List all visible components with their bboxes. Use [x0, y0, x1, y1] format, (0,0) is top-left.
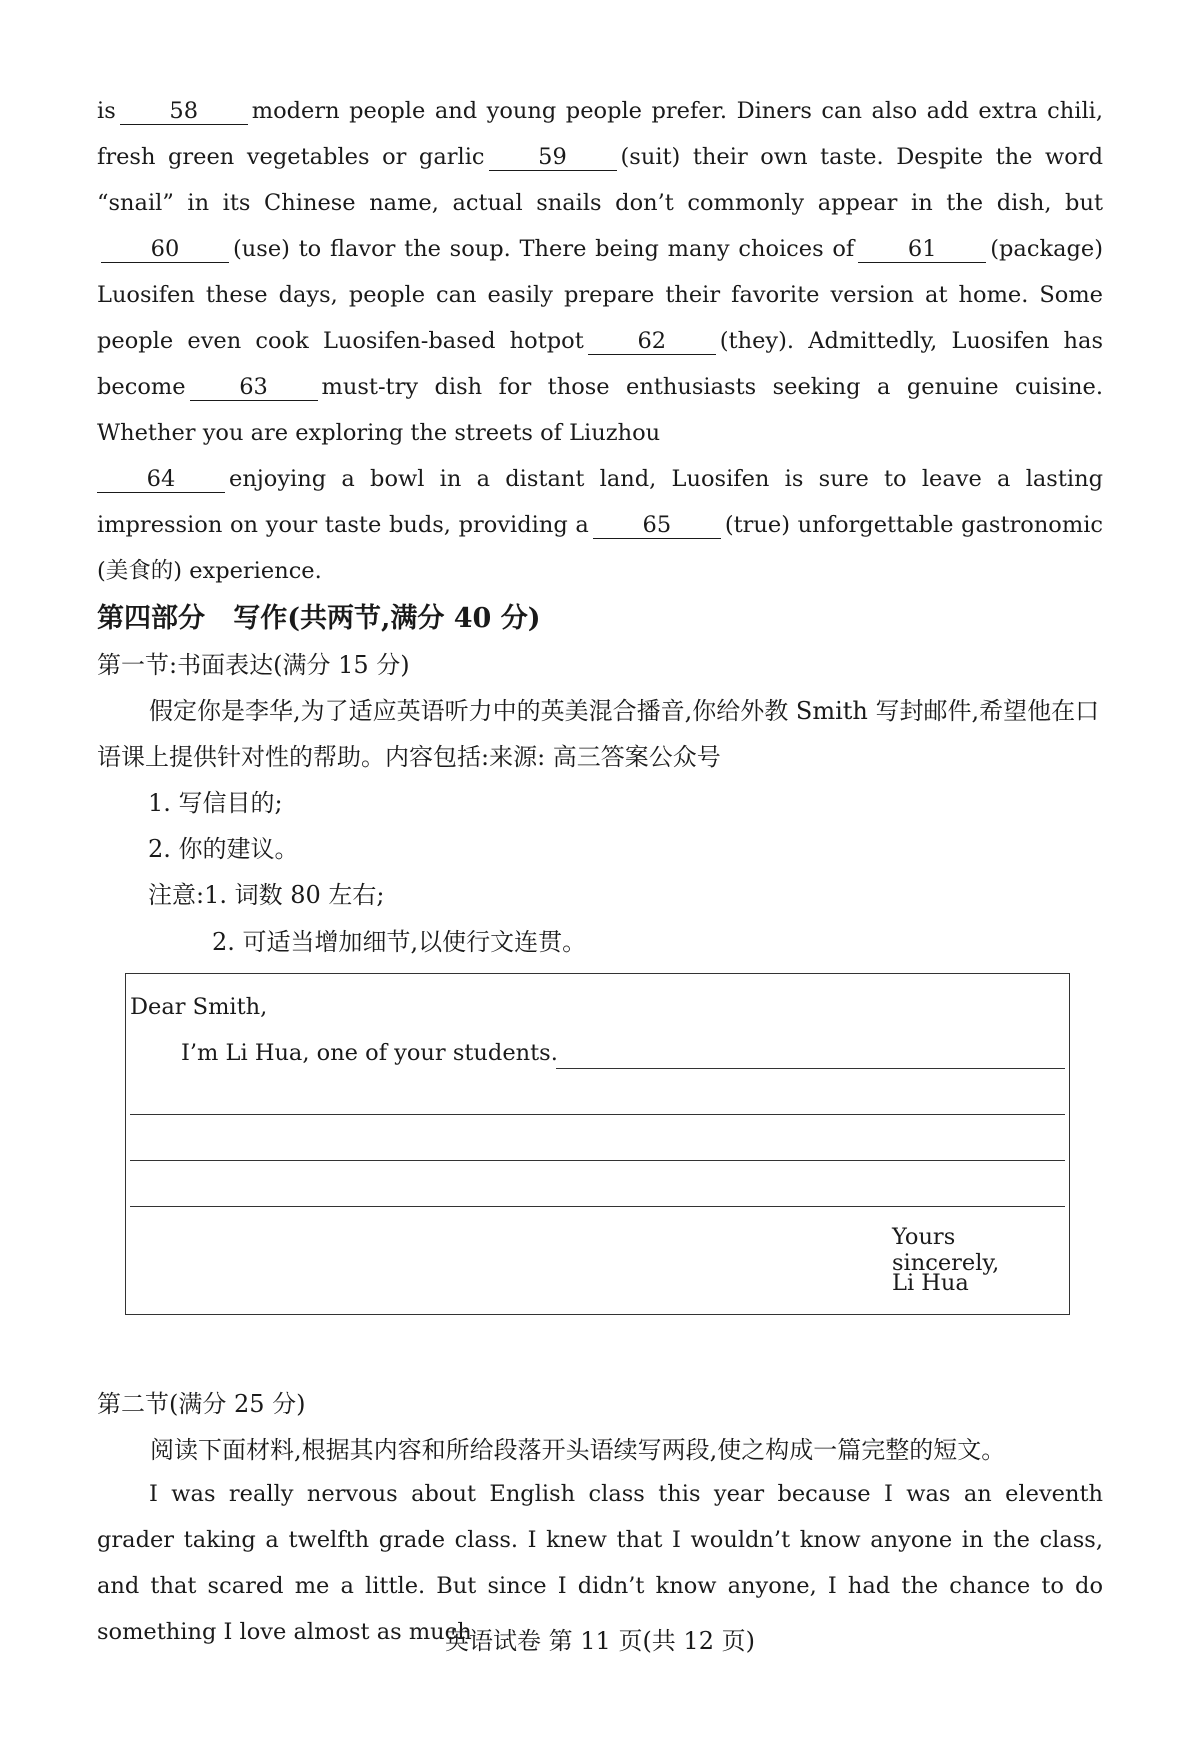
blank-60: 60: [101, 236, 229, 263]
cloze-passage: [97, 88, 1103, 594]
cloze-text: is: [97, 98, 116, 124]
blank-62: 62: [588, 328, 716, 355]
note-2: 2. 可适当增加细节,以使行文连贯。: [212, 928, 587, 956]
cloze-text: (use) to flavor the soup. There being many choices of: [233, 236, 855, 262]
letter-opening: I’m Li Hua, one of your students.: [181, 1040, 558, 1066]
blank-61: 61: [858, 236, 986, 263]
cloze-text: must-try dish for those enthusiasts seeking a genuine cuisine. Whether you are exploring the streets of Liuzhou: [97, 374, 1103, 446]
blank-63: 63: [190, 374, 318, 401]
task-description: 假定你是李华,为了适应英语听力中的英美混合播音,你给外教 Smith 写封邮件,希望他在口语课上提供针对性的帮助。内容包括:来源: 高三答案公众号: [97, 697, 1100, 771]
requirement-2: 2. 你的建议。: [148, 835, 299, 863]
letter-closing: Yours sincerely,: [892, 1224, 1000, 1276]
cloze-text: (package) Luosifen these days, people can easily prepare their favorite version at home. Some people even cook Luosifen-based hotpot: [97, 236, 1103, 354]
answer-line: [130, 1160, 1065, 1161]
letter-greeting: Dear Smith,: [130, 994, 268, 1020]
part2-instruction: 阅读下面材料,根据其内容和所给段落开头语续写两段,使之构成一篇完整的短文。: [150, 1436, 1006, 1464]
cloze-text: (they). Admittedly, Luosifen has become: [97, 328, 1104, 400]
cloze-text: enjoying a bowl in a distant land, Luosifen is sure to leave a lasting impression on your taste buds, providing a: [97, 466, 1103, 538]
answer-line: [556, 1068, 1065, 1069]
blank-64: 64: [97, 466, 225, 493]
blank-65: 65: [593, 512, 721, 539]
part1-title: 第一节:书面表达(满分 15 分): [97, 651, 410, 679]
requirement-1: 1. 写信目的;: [148, 789, 283, 817]
blank-59: 59: [489, 144, 617, 171]
continuation-passage: I was really nervous about English class this year because I was an eleventh grader taking a twelfth grade class. I knew that I wouldn’t know anyone in the class, and that scared me a little. But since I didn’t know anyone, I had the chance to do something I love almost as much: [97, 1481, 1103, 1645]
cloze-text: (suit) their own taste. Despite the word “snail” in its Chinese name, actual snails don’t commonly appear in the dish, but: [97, 144, 1103, 216]
section-title: 第四部分 写作(共两节,满分 40 分): [97, 603, 541, 634]
page-footer: 英语试卷 第 11 页(共 12 页): [445, 1627, 755, 1655]
cloze-text: (true) unforgettable gastronomic (美食的) experience.: [97, 512, 1103, 584]
answer-line: [130, 1206, 1065, 1207]
answer-box: [125, 973, 1070, 1315]
part2-title: 第二节(满分 25 分): [97, 1390, 306, 1418]
note-1: 注意:1. 词数 80 左右;: [148, 881, 385, 909]
cloze-text: modern people and young people prefer. Diners can also add extra chili, fresh green vegetables or garlic: [97, 98, 1103, 170]
answer-line: [130, 1114, 1065, 1115]
blank-58: 58: [120, 98, 248, 125]
letter-signature: Li Hua: [892, 1270, 969, 1296]
